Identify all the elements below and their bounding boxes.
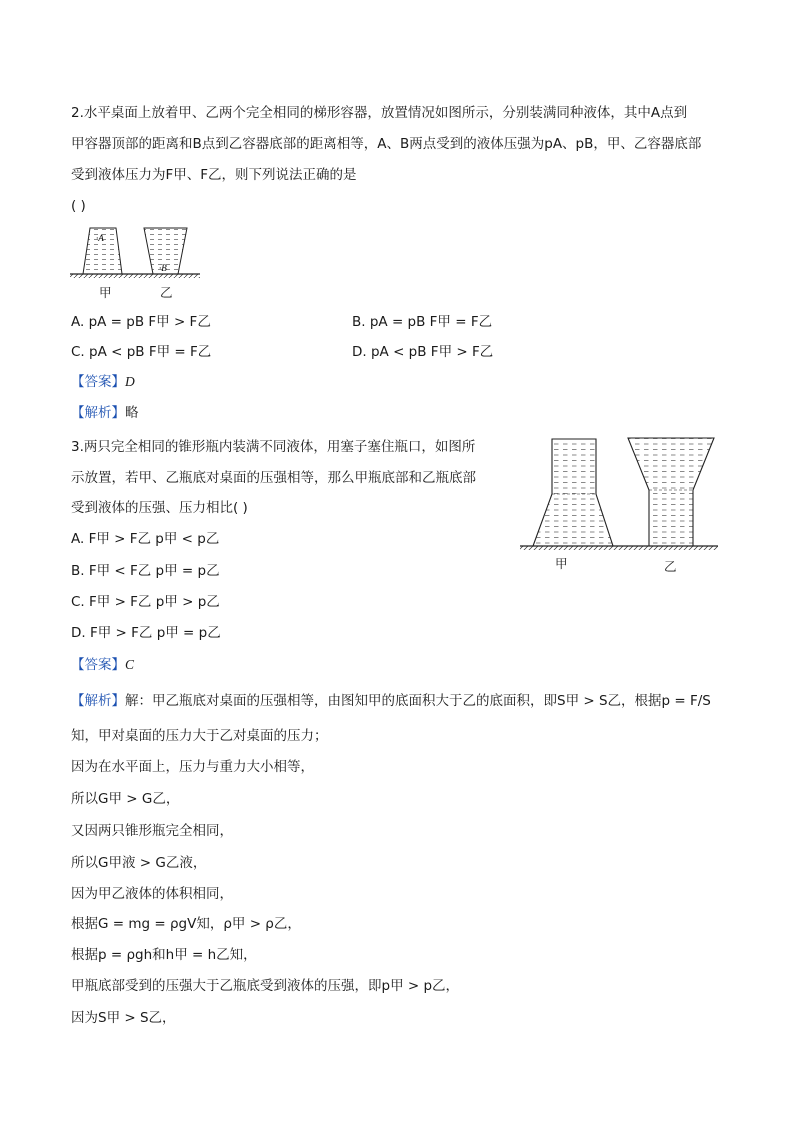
point-a-label: ·A bbox=[96, 233, 104, 243]
bottle-yi bbox=[628, 438, 714, 546]
q2-stem-line-1: 2.水平桌面上放着甲、乙两个完全相同的梯形容器，放置情况如图所示，分别装满同种液体，其中A点到 bbox=[71, 105, 688, 121]
q2-option-a[interactable]: A. pA = pB F甲 > F乙 bbox=[71, 314, 211, 330]
q3-analysis-label: 【解析】 bbox=[71, 693, 125, 709]
q3-option-c[interactable]: C. F甲 > F乙 p甲 > p乙 bbox=[71, 594, 220, 610]
q3-analysis-line-5: 又因两只锥形瓶完全相同， bbox=[71, 823, 233, 839]
q3-analysis-line-4: 所以G甲 > G乙， bbox=[71, 791, 180, 807]
q2-option-c[interactable]: C. pA < pB F甲 = F乙 bbox=[71, 344, 212, 360]
q3-analysis-line-10: 甲瓶底部受到的压强大于乙瓶底受到液体的压强，即p甲 > p乙， bbox=[71, 978, 460, 994]
q3-answer-label: 【答案】 bbox=[71, 657, 125, 673]
q3-analysis-line-11: 因为S甲 > S乙， bbox=[71, 1010, 176, 1026]
q2-answer-value: D bbox=[125, 374, 135, 389]
q3-stem-line-3: 受到液体的压强、压力相比( ) bbox=[71, 500, 248, 516]
q2-label-yi: 乙 bbox=[160, 285, 173, 300]
q3-analysis-line-8: 根据G = mg = ρgV知，ρ甲 > ρ乙， bbox=[71, 916, 301, 932]
q3-option-a[interactable]: A. F甲 > F乙 p甲 < p乙 bbox=[71, 531, 220, 547]
q3-answer-value: C bbox=[125, 657, 135, 672]
q2-answer bbox=[71, 372, 135, 392]
q3-analysis-line-3: 因为在水平面上，压力与重力大小相等， bbox=[71, 759, 314, 775]
q3-analysis-text-1: 解：甲乙瓶底对桌面的压强相等，由图知甲的底面积大于乙的底面积，即S甲 > S乙，根据p = F/S bbox=[125, 693, 711, 709]
q2-analysis bbox=[71, 403, 139, 423]
q3-label-jia: 甲 bbox=[555, 556, 568, 571]
q3-option-d[interactable]: D. F甲 > F乙 p甲 = p乙 bbox=[71, 625, 221, 641]
q3-stem-line-2: 示放置，若甲、乙瓶底对桌面的压强相等，那么甲瓶底部和乙瓶底部 bbox=[71, 470, 476, 486]
q2-option-d[interactable]: D. pA < pB F甲 > F乙 bbox=[352, 344, 494, 360]
q3-analysis-line-7: 因为甲乙液体的体积相同， bbox=[71, 886, 233, 902]
q3-analysis-line-6: 所以G甲液 > G乙液， bbox=[71, 855, 207, 871]
point-b-label: ·B bbox=[159, 263, 167, 273]
q3-stem-line-1: 3.两只完全相同的锥形瓶内装满不同液体，用塞子塞住瓶口，如图所 bbox=[71, 439, 476, 455]
q2-stem-line-3: 受到液体压力为F甲、F乙，则下列说法正确的是 bbox=[71, 167, 357, 183]
q3-analysis-line-9: 根据p = ρgh和h甲 = h乙知， bbox=[71, 947, 257, 963]
bottle-jia bbox=[533, 439, 613, 546]
q2-stem-line-2: 甲容器顶部的距离和B点到乙容器底部的距离相等，A、B两点受到的液体压强为pA、pB，甲、乙容器底部 bbox=[71, 136, 702, 152]
q3-option-b[interactable]: B. F甲 < F乙 p甲 = p乙 bbox=[71, 563, 220, 579]
q2-label-jia: 甲 bbox=[99, 285, 112, 300]
q2-figure bbox=[70, 222, 210, 297]
q2-analysis-label: 【解析】 bbox=[71, 405, 125, 421]
q3-analysis-line-1 bbox=[71, 691, 711, 711]
q2-option-b[interactable]: B. pA = pB F甲 = F乙 bbox=[352, 314, 493, 330]
q3-label-yi: 乙 bbox=[664, 559, 677, 574]
q2-analysis-text: 略 bbox=[125, 405, 139, 421]
q2-paren: ( ) bbox=[71, 198, 86, 214]
q2-answer-label: 【答案】 bbox=[71, 374, 125, 390]
q3-figure bbox=[518, 436, 723, 556]
q3-answer bbox=[71, 655, 134, 675]
q3-analysis-line-2: 知，甲对桌面的压力大于乙对桌面的压力； bbox=[71, 728, 328, 744]
